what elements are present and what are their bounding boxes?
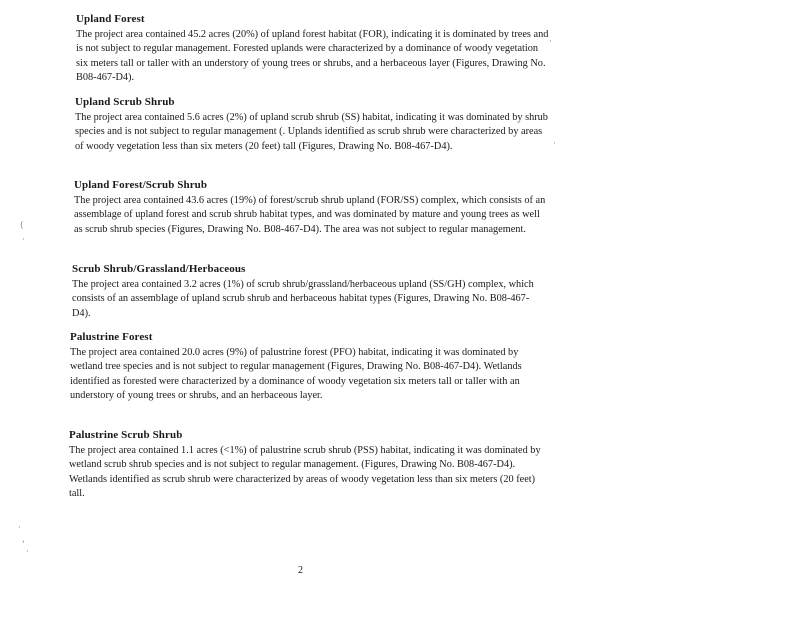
section-upland-forest-scrub-shrub: [74, 179, 549, 237]
section-upland-scrub-shrub: [75, 96, 550, 154]
scan-artifact-mark: ‘: [22, 540, 25, 550]
scan-artifact-mark: ·: [549, 37, 552, 47]
section-upland-forest: [76, 13, 551, 86]
section-heading: Scrub Shrub/Grassland/Herbaceous: [72, 263, 246, 275]
section-heading: Palustrine Forest: [70, 331, 153, 343]
section-palustrine-forest: [70, 331, 545, 404]
scan-artifact-mark: ·: [18, 523, 21, 533]
scan-artifact-mark: ·: [26, 547, 29, 557]
section-body: The project area contained 5.6 acres (2%) of upland scrub shrub (SS) habitat, indicating it was dominated by shrub species and is not subject to regular management (. Uplands identified as scrub shrub were characterized by areas of woody vegetation less than six meters (20 feet) tall (Figures, Drawing No. B08-467-D4).: [75, 112, 548, 152]
section-body: The project area contained 43.6 acres (19%) of forest/scrub shrub upland (FOR/SS) complex, which consists of an assemblage of upland forest and scrub shrub habitat types, and was dominated by mature and young trees as well as scrub shrub species (Figures, Drawing No. B08-467-D4). The area was not subject to regular management.: [74, 195, 546, 235]
section-heading: Palustrine Scrub Shrub: [69, 429, 183, 441]
section-heading: Upland Scrub Shrub: [75, 96, 175, 108]
section-body: The project area contained 45.2 acres (20%) of upland forest habitat (FOR), indicating it is dominated by trees and is not subject to regular management. Forested uplands were characterized by a dominance of woody vegetation six meters tall or taller with an understory of young trees or shrubs, and a herbaceous layer (Figures, Drawing No. B08-467-D4).: [76, 29, 549, 84]
section-body: The project area contained 1.1 acres (<1%) of palustrine scrub shrub (PSS) habitat, indicating it was dominated by wetland scrub shrub species and is not subject to regular management. (Figures, Drawing No. B08-467-D4). Wetlands identified as scrub shrub were characterized by areas of woody vegetation less than six meters (20 feet) tall.: [69, 445, 541, 500]
section-heading: Upland Forest: [76, 13, 145, 25]
section-body: The project area contained 3.2 acres (1%) of scrub shrub/grassland/herbaceous upland (SS/GH) complex, which consists of an assemblage of upland scrub shrub and herbaceous habitat types (Figures, Drawing No. B08-467-D4).: [72, 279, 534, 319]
scan-artifact-mark: (: [20, 221, 24, 231]
section-heading: Upland Forest/Scrub Shrub: [74, 179, 208, 191]
scan-artifact-mark: ·: [22, 235, 25, 245]
section-palustrine-scrub-shrub: [69, 429, 544, 502]
section-body: The project area contained 20.0 acres (9%) of palustrine forest (PFO) habitat, indicating it was dominated by wetland tree species and is not subject to regular management (Figures, Drawing No. B08-467-D4). Wetlands identified as forested were characterized by a dominance of woody vegetation six meters tall or taller with an understory of young trees or shrubs, and an herbaceous layer.: [70, 347, 522, 402]
scan-artifact-mark: ·: [553, 139, 556, 149]
section-scrub-shrub-grassland-herbaceous: [72, 263, 547, 321]
page-number: 2: [298, 565, 303, 576]
